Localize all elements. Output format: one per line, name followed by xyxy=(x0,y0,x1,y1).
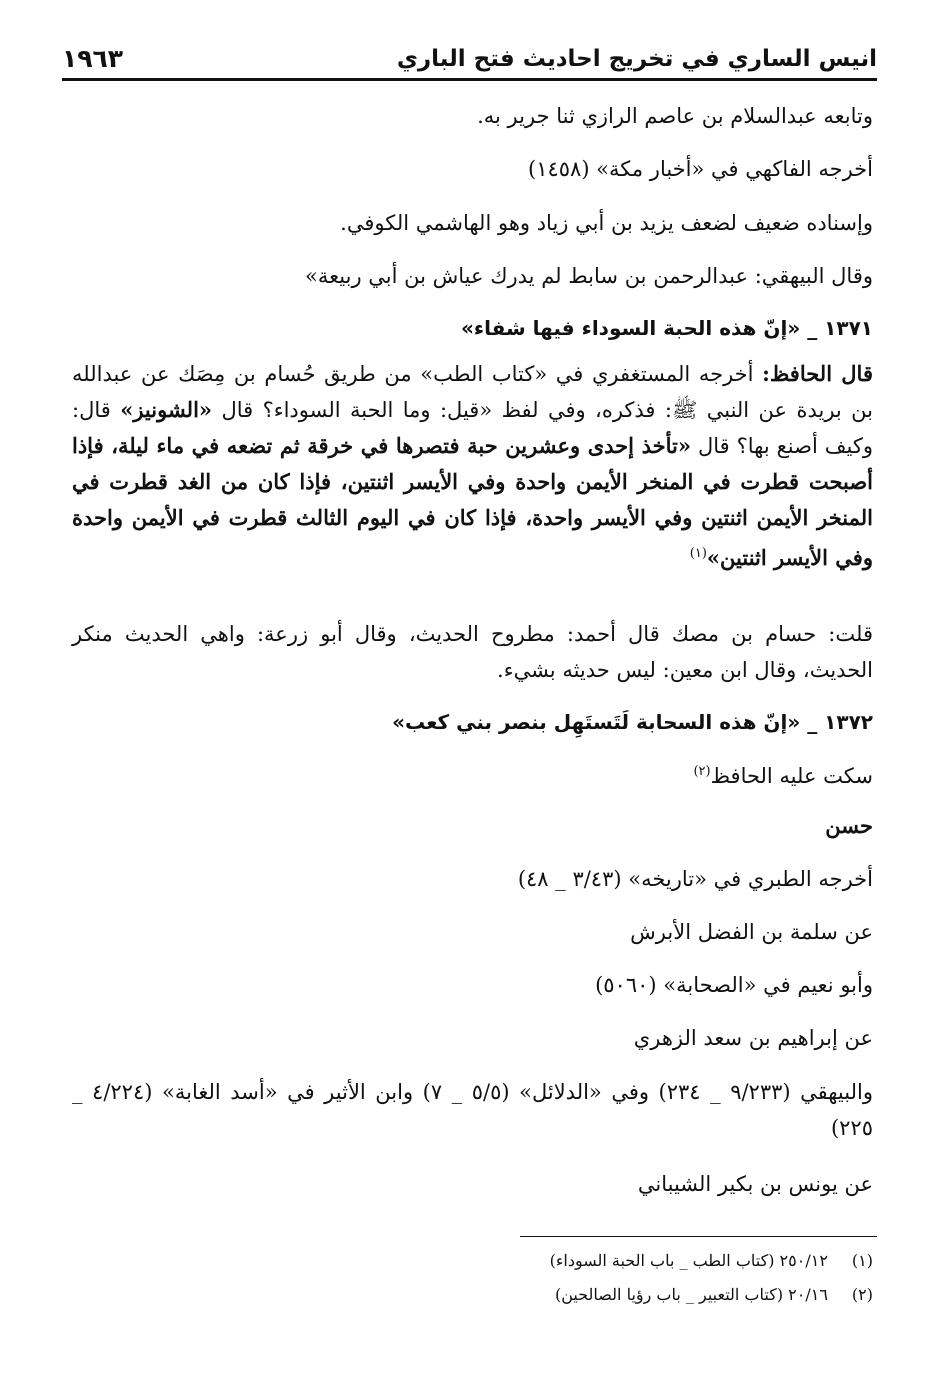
hafiz-text-2: قال: وكيف أصنع بها؟ قال xyxy=(72,398,873,458)
hafiz-label: قال الحافظ: xyxy=(762,361,873,386)
hadith-heading-1371: ١٣٧١ _ «إنّ هذه الحبة السوداء فيها شفاء» xyxy=(460,316,873,340)
hafiz-paragraph xyxy=(72,356,873,576)
footnote-number: (٢) xyxy=(851,1285,873,1304)
footnote-1 xyxy=(550,1250,873,1272)
text-line: وقال البيهقي: عبدالرحمن بن سابط لم يدرك عياش بن أبي ربيعة» xyxy=(305,264,873,288)
silent-note: سكت عليه الحافظ xyxy=(710,764,873,788)
footnote-divider xyxy=(520,1236,877,1237)
footnote-text: ٢٠/١٦ (كتاب التعبير _ باب رؤيا الصالحين) xyxy=(554,1285,828,1304)
footnote-ref-2: (٢) xyxy=(693,764,711,779)
hadith-quote: «تأخذ إحدى وعشرين حبة فتصرها في خرقة ثم تضعه في ماء ليلة، فإذا أصبحت قطرت في المنخر الأيمن واحدة وفي الأيسر اثنتين، فإذا كان من الغد قطرت في المنخر الأيمن اثنتين وفي الأيسر واحدة، فإذا كان في اليوم الثالث قطرت في الأيمن واحدة وفي الأيسر اثنتين» xyxy=(72,433,873,570)
shuniz-term: «الشونيز» xyxy=(120,397,213,422)
hadith-heading-1372: ١٣٧٢ _ «إنّ هذه السحابة لَتَستَهِل بنصر بني كعب» xyxy=(392,710,873,734)
text-line: عن سلمة بن الفضل الأبرش xyxy=(630,920,873,944)
header-divider xyxy=(62,78,877,81)
grading-label: حسن xyxy=(825,813,873,838)
book-title: انيس الساري في تخريج احاديث فتح الباري xyxy=(396,46,877,72)
text-line: عن إبراهيم بن سعد الزهري xyxy=(633,1026,873,1050)
text-line xyxy=(693,758,873,790)
running-header xyxy=(62,34,877,74)
text-line: وأبو نعيم في «الصحابة» (٥٠٦٠) xyxy=(595,973,873,997)
text-line: عن يونس بن بكير الشيباني xyxy=(637,1172,873,1196)
text-line: أخرجه الفاكهي في «أخبار مكة» (١٤٥٨) xyxy=(527,157,873,181)
text-line: أخرجه الطبري في «تاريخه» (٣/٤٣ _ ٤٨) xyxy=(517,867,873,891)
page-number: ١٩٦٣ xyxy=(62,44,124,73)
hafiz-text: أخرجه المستغفري في «كتاب الطب» من طريق حُسام بن مِصَك عن عبدالله بن بريدة عن النبي ﷺ: فذكره، وفي لفظ «قيل: وما الحبة السوداء؟ قال xyxy=(72,362,874,422)
baihaqi-paragraph: والبيهقي (٩/٢٣٣ _ ٢٣٤) وفي «الدلائل» (٥/٥ _ ٧) وابن الأثير في «أسد الغابة» (٤/٢٢٤ _ ٢٢٥) xyxy=(72,1080,873,1140)
footnote-ref-1: (١) xyxy=(689,546,707,561)
text-line: وتابعه عبدالسلام بن عاصم الرازي ثنا جرير به. xyxy=(477,104,873,128)
text-line: وإسناده ضعيف لضعف يزيد بن أبي زياد وهو الهاشمي الكوفي. xyxy=(340,211,873,235)
footnote-text: ٢٥٠/١٢ (كتاب الطب _ باب الحبة السوداء) xyxy=(549,1251,828,1270)
comment-paragraph: قلت: حسام بن مصك قال أحمد: مطروح الحديث، وقال أبو زرعة: واهي الحديث منكر الحديث، وقال ابن معين: ليس حديثه بشيء. xyxy=(72,622,873,682)
footnote-2 xyxy=(555,1284,873,1306)
footnote-number: (١) xyxy=(851,1251,873,1270)
